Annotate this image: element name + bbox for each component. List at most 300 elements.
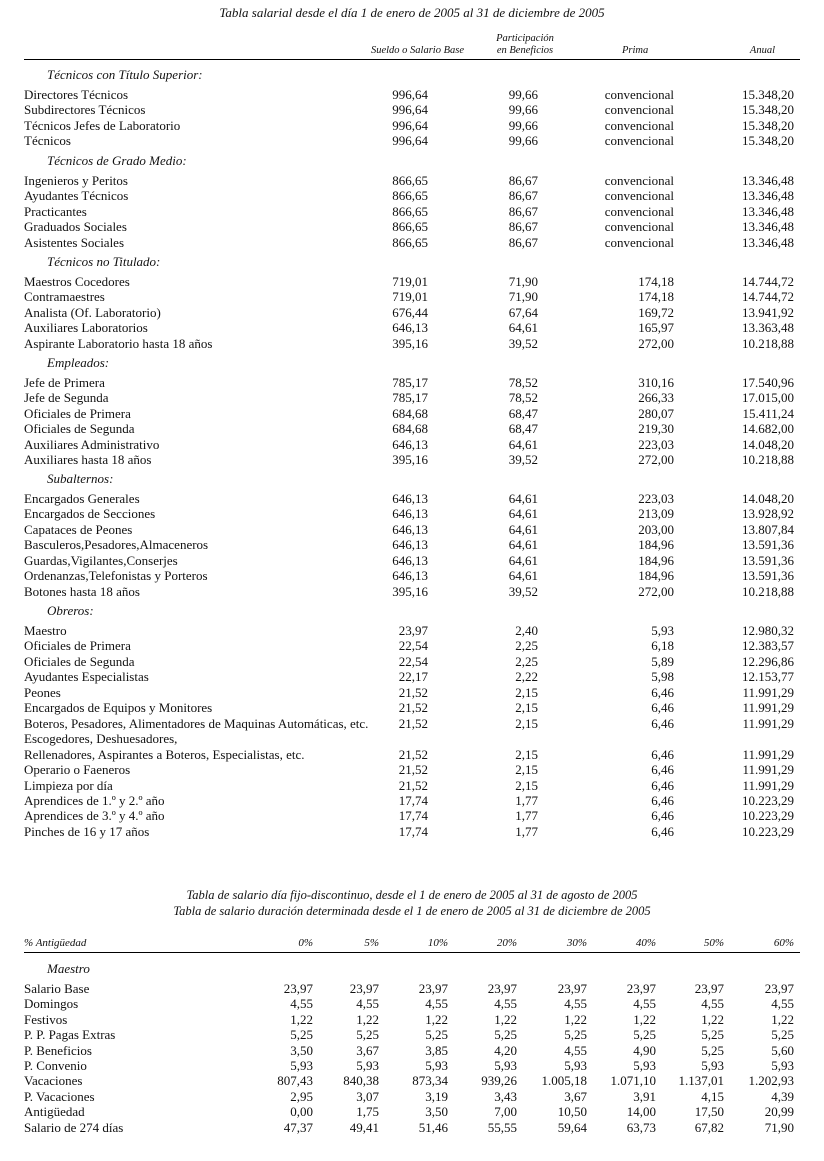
cell-prima: 184,96 [638, 537, 674, 553]
cell-sueldo: 785,17 [392, 390, 428, 406]
cell-sueldo: 996,64 [392, 117, 428, 133]
cell-prima: 6,46 [651, 684, 674, 700]
table2-cell: 1,75 [356, 1104, 379, 1120]
table2-header-rule [24, 952, 800, 953]
cell-participacion: 64,61 [508, 568, 538, 584]
table2-row-label: P. Vacaciones [24, 1088, 95, 1104]
cell-category: Jefe de Segunda [24, 390, 109, 406]
table-row [0, 808, 824, 823]
cell-category: Auxiliares Administrativo [24, 436, 160, 452]
cell-prima: convencional [604, 117, 674, 133]
cell-participacion: 64,61 [508, 506, 538, 522]
table2-cell: 3,67 [564, 1088, 587, 1104]
cell-sueldo: 17,74 [398, 823, 428, 839]
table-row [0, 584, 824, 599]
cell-prima: 272,00 [638, 583, 674, 599]
cell-anual: 12.296,86 [742, 653, 794, 669]
table-title: Tabla salarial desde el día 1 de enero de 2005 al 31 de diciembre de 2005 [219, 5, 605, 20]
cell-category: Oficiales de Primera [24, 405, 131, 421]
cell-participacion: 67,64 [508, 304, 538, 320]
table2-cell: 5,25 [701, 1027, 724, 1043]
cell-prima: 169,72 [638, 304, 674, 320]
table2-percent-header: 5% [364, 937, 379, 949]
cell-category: Botones hasta 18 años [24, 583, 140, 599]
table2-cell: 23,97 [349, 981, 379, 996]
cell-category: Aprendices de 1.º y 2.º año [24, 792, 165, 808]
table2-cell: 873,34 [412, 1073, 448, 1089]
cell-sueldo: 996,64 [392, 133, 428, 149]
table2-cell: 4,39 [771, 1088, 794, 1104]
table2-percent-header: 40% [635, 937, 656, 949]
column-header-anual: Anual [749, 45, 775, 56]
table2-cell: 5,93 [290, 1058, 313, 1073]
table2-cell: 939,26 [481, 1073, 517, 1089]
cell-sueldo: 21,52 [398, 777, 428, 793]
cell-anual: 11.991,29 [742, 746, 794, 762]
cell-sueldo: 646,13 [392, 552, 428, 568]
cell-prima: 219,30 [638, 421, 674, 437]
cell-anual: 13.591,36 [742, 537, 794, 553]
cell-anual: 10.218,88 [742, 583, 794, 599]
table2-section-title: Maestro [47, 961, 90, 976]
cell-category: Ayudantes Técnicos [24, 188, 129, 204]
table2-header-label: % Antigüedad [24, 937, 87, 949]
cell-sueldo: 395,16 [392, 583, 428, 599]
cell-prima: 184,96 [638, 568, 674, 584]
cell-category: Limpieza por día [24, 777, 113, 793]
cell-sueldo: 646,13 [392, 506, 428, 522]
cell-anual: 11.991,29 [742, 684, 794, 700]
section-title: Técnicos con Título Superior: [47, 67, 203, 82]
cell-anual: 10.223,29 [742, 808, 794, 824]
cell-participacion: 71,90 [508, 274, 538, 289]
cell-prima: 266,33 [638, 390, 674, 406]
table2-row [0, 1058, 824, 1073]
cell-anual: 13.591,36 [742, 568, 794, 584]
cell-participacion: 39,52 [508, 452, 538, 468]
table-row [0, 568, 824, 583]
cell-sueldo: 996,64 [392, 87, 428, 102]
table-row [0, 320, 824, 335]
cell-category: Maestros Cocedores [24, 274, 130, 289]
table2-cell: 1.071,10 [610, 1073, 656, 1089]
cell-category: Oficiales de Primera [24, 638, 131, 654]
table2-cell: 67,82 [694, 1119, 724, 1135]
cell-sueldo: 646,13 [392, 537, 428, 553]
cell-anual: 13.928,92 [742, 506, 794, 522]
cell-participacion: 64,61 [508, 537, 538, 553]
table2-cell: 4,90 [633, 1042, 656, 1058]
cell-anual: 13.346,48 [742, 234, 794, 250]
cell-category: Aspirante Laboratorio hasta 18 años [24, 335, 213, 351]
table-row [0, 731, 824, 746]
table-row [0, 421, 824, 436]
cell-prima: convencional [604, 219, 674, 235]
table2-cell: 5,93 [564, 1058, 587, 1073]
table-row [0, 305, 824, 320]
cell-prima: 6,46 [651, 777, 674, 793]
table2-row [0, 1043, 824, 1058]
cell-sueldo: 785,17 [392, 375, 428, 390]
cell-participacion: 86,67 [508, 234, 538, 250]
cell-participacion: 71,90 [508, 289, 538, 305]
cell-participacion: 86,67 [508, 173, 538, 188]
table2-percent-header: 20% [496, 937, 517, 949]
cell-prima: 6,46 [651, 715, 674, 731]
cell-category: Ingenieros y Peritos [24, 173, 128, 188]
column-header-participacion-line1: Participación [496, 33, 554, 44]
cell-anual: 12.153,77 [742, 669, 794, 685]
table-row [0, 793, 824, 808]
cell-category: Pinches de 16 y 17 años [24, 823, 150, 839]
table2-row-label: Vacaciones [24, 1073, 83, 1089]
cell-anual: 13.346,48 [742, 203, 794, 219]
table2-cell: 3,07 [356, 1088, 379, 1104]
cell-category: Ordenanzas,Telefonistas y Porteros [24, 568, 208, 584]
table2-cell: 3,43 [494, 1088, 517, 1104]
table2-cell: 23,97 [626, 981, 656, 996]
cell-prima: 6,18 [651, 638, 674, 654]
cell-category: Encargados de Equipos y Monitores [24, 700, 213, 716]
cell-anual: 11.991,29 [742, 715, 794, 731]
table2-cell: 3,50 [290, 1042, 313, 1058]
table2-cell: 3,19 [425, 1088, 448, 1104]
table2-cell: 71,90 [764, 1119, 794, 1135]
cell-sueldo: 21,52 [398, 762, 428, 778]
table2-cell: 14,00 [626, 1104, 656, 1120]
cell-sueldo: 866,65 [392, 219, 428, 235]
cell-sueldo: 866,65 [392, 203, 428, 219]
cell-anual: 13.363,48 [742, 320, 794, 336]
cell-participacion: 39,52 [508, 583, 538, 599]
table2-cell: 59,64 [557, 1119, 587, 1135]
section-title: Técnicos de Grado Medio: [47, 153, 187, 168]
section-title: Técnicos no Titulado: [47, 254, 161, 269]
cell-prima: 6,46 [651, 792, 674, 808]
cell-anual: 10.218,88 [742, 452, 794, 468]
cell-prima: convencional [604, 102, 674, 118]
cell-prima: convencional [604, 234, 674, 250]
table2-cell: 5,93 [356, 1058, 379, 1073]
cell-anual: 15.348,20 [742, 133, 794, 149]
cell-sueldo: 676,44 [392, 304, 428, 320]
cell-prima: 6,46 [651, 808, 674, 824]
cell-sueldo: 23,97 [398, 623, 428, 638]
table2-cell: 5,93 [701, 1058, 724, 1073]
cell-participacion: 64,61 [508, 436, 538, 452]
cell-sueldo: 395,16 [392, 452, 428, 468]
table2-cell: 23,97 [283, 981, 313, 996]
cell-anual: 15.348,20 [742, 102, 794, 118]
cell-participacion: 99,66 [508, 102, 538, 118]
table2-cell: 51,46 [418, 1119, 448, 1135]
cell-prima: 213,09 [638, 506, 674, 522]
cell-participacion: 64,61 [508, 491, 538, 506]
table-row [0, 102, 824, 117]
cell-anual: 15.348,20 [742, 87, 794, 102]
table-row [0, 522, 824, 537]
cell-prima: convencional [604, 188, 674, 204]
cell-anual: 13.346,48 [742, 188, 794, 204]
cell-prima: convencional [604, 173, 674, 188]
cell-category: Rellenadores, Aspirantes a Boteros, Especialistas, etc. [24, 746, 305, 762]
cell-participacion: 39,52 [508, 335, 538, 351]
table2-cell: 5,25 [494, 1027, 517, 1043]
table2-cell: 1,22 [771, 1011, 794, 1027]
table2-cell: 4,55 [701, 996, 724, 1012]
table-row [0, 289, 824, 304]
cell-participacion: 64,61 [508, 552, 538, 568]
cell-sueldo: 646,13 [392, 320, 428, 336]
cell-participacion: 1,77 [515, 808, 538, 824]
table-row [0, 118, 824, 133]
cell-anual: 13.591,36 [742, 552, 794, 568]
table-row [0, 406, 824, 421]
cell-category: Técnicos [24, 133, 71, 149]
cell-anual: 12.383,57 [742, 638, 794, 654]
table2-cell: 5,93 [771, 1058, 794, 1073]
table2-row [0, 981, 824, 996]
cell-anual: 13.346,48 [742, 219, 794, 235]
cell-sueldo: 646,13 [392, 436, 428, 452]
table2-cell: 5,25 [425, 1027, 448, 1043]
cell-prima: 223,03 [638, 436, 674, 452]
cell-participacion: 2,25 [515, 638, 538, 654]
cell-category: Encargados Generales [24, 491, 140, 506]
table2-row [0, 1073, 824, 1088]
cell-participacion: 86,67 [508, 188, 538, 204]
cell-sueldo: 646,13 [392, 568, 428, 584]
table2-title-1: Tabla de salario día fijo-discontinuo, desde el 1 de enero de 2005 al 31 de agosto de 2005 [186, 888, 638, 902]
table2-cell: 1.005,18 [541, 1073, 587, 1089]
cell-prima: 5,98 [651, 669, 674, 685]
cell-anual: 17.540,96 [742, 375, 794, 390]
table2-cell: 4,55 [494, 996, 517, 1012]
cell-prima: 6,46 [651, 700, 674, 716]
cell-sueldo: 996,64 [392, 102, 428, 118]
table2-cell: 0,00 [290, 1104, 313, 1120]
cell-sueldo: 719,01 [392, 274, 428, 289]
cell-sueldo: 684,68 [392, 421, 428, 437]
cell-anual: 10.218,88 [742, 335, 794, 351]
table2-cell: 3,85 [425, 1042, 448, 1058]
table2-row-label: P. P. Pagas Extras [24, 1027, 116, 1043]
table2-cell: 1,22 [425, 1011, 448, 1027]
cell-prima: 280,07 [638, 405, 674, 421]
cell-sueldo: 22,54 [398, 638, 428, 654]
cell-participacion: 2,40 [515, 623, 538, 638]
cell-category: Directores Técnicos [24, 87, 129, 102]
table-row [0, 778, 824, 793]
table2-cell: 4,55 [771, 996, 794, 1012]
section-title: Empleados: [47, 355, 110, 370]
cell-participacion: 99,66 [508, 87, 538, 102]
table2-cell: 5,60 [771, 1042, 794, 1058]
cell-sueldo: 21,52 [398, 746, 428, 762]
table2-cell: 840,38 [343, 1073, 379, 1089]
cell-prima: 5,89 [651, 653, 674, 669]
cell-participacion: 99,66 [508, 117, 538, 133]
cell-anual: 15.348,20 [742, 117, 794, 133]
cell-prima: convencional [604, 87, 674, 102]
table2-cell: 55,55 [487, 1119, 517, 1135]
table2-cell: 1,22 [290, 1011, 313, 1027]
cell-category: Contramaestres [24, 289, 105, 305]
table2-cell: 1.137,01 [678, 1073, 724, 1089]
cell-anual: 11.991,29 [742, 700, 794, 716]
table2-percent-header: 30% [566, 937, 587, 949]
table2-cell: 3,67 [356, 1042, 379, 1058]
cell-prima: 272,00 [638, 452, 674, 468]
cell-participacion: 2,15 [515, 777, 538, 793]
table2-title-2: Tabla de salario duración determinada desde el 1 de enero de 2005 al 31 de diciembre de 2005 [173, 904, 651, 918]
cell-category: Practicantes [24, 203, 87, 219]
table-row [0, 506, 824, 521]
cell-participacion: 68,47 [508, 421, 538, 437]
table-row [0, 669, 824, 684]
table2-row [0, 1027, 824, 1042]
table2-cell: 5,25 [701, 1042, 724, 1058]
cell-anual: 13.941,92 [742, 304, 794, 320]
table2-cell: 23,97 [418, 981, 448, 996]
table2-row-label: Domingos [24, 996, 79, 1012]
table2-row-label: Antigüedad [24, 1104, 85, 1120]
cell-prima: 184,96 [638, 552, 674, 568]
cell-prima: 5,93 [651, 623, 674, 638]
table2-cell: 1,22 [494, 1011, 517, 1027]
cell-prima: 310,16 [638, 375, 674, 390]
cell-sueldo: 646,13 [392, 491, 428, 506]
cell-sueldo: 17,74 [398, 808, 428, 824]
cell-category: Auxiliares Laboratorios [24, 320, 148, 336]
table2-cell: 10,50 [557, 1104, 587, 1120]
cell-anual: 11.991,29 [742, 777, 794, 793]
table2-cell: 49,41 [349, 1119, 379, 1135]
cell-category: Oficiales de Segunda [24, 653, 135, 669]
cell-sueldo: 21,52 [398, 684, 428, 700]
cell-anual: 10.223,29 [742, 823, 794, 839]
table-row [0, 219, 824, 234]
table2-cell: 5,25 [290, 1027, 313, 1043]
table-row [0, 188, 824, 203]
table2-cell: 4,55 [356, 996, 379, 1012]
cell-participacion: 2,22 [515, 669, 538, 685]
cell-category: Operario o Faeneros [24, 762, 131, 778]
cell-prima: 174,18 [638, 289, 674, 305]
cell-sueldo: 21,52 [398, 715, 428, 731]
table-row [0, 173, 824, 188]
cell-category: Maestro [24, 623, 67, 638]
table2-cell: 3,91 [633, 1088, 656, 1104]
table2-cell: 4,15 [701, 1088, 724, 1104]
table2-cell: 1.202,93 [748, 1073, 794, 1089]
table2-row [0, 1120, 824, 1135]
cell-sueldo: 395,16 [392, 335, 428, 351]
table2-percent-header: 50% [703, 937, 724, 949]
table2-cell: 3,50 [425, 1104, 448, 1120]
cell-category: Encargados de Secciones [24, 506, 156, 522]
column-header-sueldo: Sueldo o Salario Base [370, 45, 464, 56]
cell-sueldo: 646,13 [392, 521, 428, 537]
cell-prima: convencional [604, 133, 674, 149]
table-row [0, 274, 824, 289]
table2-cell: 17,50 [694, 1104, 724, 1120]
table2-cell: 7,00 [494, 1104, 517, 1120]
header-rule [24, 59, 800, 60]
cell-category: Auxiliares hasta 18 años [24, 452, 152, 468]
table2-cell: 4,55 [564, 996, 587, 1012]
cell-anual: 14.744,72 [742, 274, 794, 289]
table2-percent-header: 10% [427, 937, 448, 949]
cell-prima: 203,00 [638, 521, 674, 537]
table2-row-label: P. Beneficios [24, 1042, 92, 1058]
cell-category: Graduados Sociales [24, 219, 127, 235]
cell-participacion: 2,15 [515, 762, 538, 778]
cell-prima: 165,97 [638, 320, 674, 336]
table2-row [0, 1104, 824, 1119]
table2-cell: 4,55 [425, 996, 448, 1012]
cell-participacion: 2,15 [515, 746, 538, 762]
table2-row [0, 996, 824, 1011]
cell-category: Boteros, Pesadores, Alimentadores de Maquinas Automáticas, etc. [24, 715, 369, 731]
table2-cell: 4,55 [290, 996, 313, 1012]
table-row [0, 654, 824, 669]
cell-participacion: 64,61 [508, 320, 538, 336]
cell-participacion: 2,15 [515, 684, 538, 700]
cell-sueldo: 17,74 [398, 792, 428, 808]
cell-category: Basculeros,Pesadores,Almaceneros [24, 537, 209, 553]
table2-cell: 1,22 [356, 1011, 379, 1027]
cell-participacion: 68,47 [508, 405, 538, 421]
table-row [0, 747, 824, 762]
table2-cell: 807,43 [277, 1073, 313, 1089]
cell-prima: 174,18 [638, 274, 674, 289]
cell-prima: 223,03 [638, 491, 674, 506]
column-header-participacion-line2: en Beneficios [496, 45, 554, 56]
table2-cell: 1,22 [701, 1011, 724, 1027]
cell-sueldo: 21,52 [398, 700, 428, 716]
table-row [0, 762, 824, 777]
table2-cell: 5,93 [425, 1058, 448, 1073]
cell-category: Analista (Of. Laboratorio) [24, 304, 161, 320]
table2-cell: 1,22 [633, 1011, 656, 1027]
cell-category: Peones [24, 684, 61, 700]
cell-participacion: 1,77 [515, 792, 538, 808]
table-row [0, 685, 824, 700]
cell-anual: 12.980,32 [742, 623, 794, 638]
cell-anual: 14.048,20 [742, 436, 794, 452]
cell-participacion: 64,61 [508, 521, 538, 537]
cell-anual: 14.682,00 [742, 421, 794, 437]
cell-sueldo: 684,68 [392, 405, 428, 421]
cell-anual: 17.015,00 [742, 390, 794, 406]
table-row [0, 133, 824, 148]
table2-cell: 5,93 [633, 1058, 656, 1073]
cell-participacion: 78,52 [508, 375, 538, 390]
table2-row-label: Salario Base [24, 981, 90, 996]
cell-prima: 6,46 [651, 762, 674, 778]
table-row [0, 452, 824, 467]
cell-anual: 13.807,84 [742, 521, 794, 537]
cell-participacion: 2,25 [515, 653, 538, 669]
cell-sueldo: 866,65 [392, 173, 428, 188]
cell-prima: 6,46 [651, 823, 674, 839]
table-row [0, 390, 824, 405]
cell-participacion: 86,67 [508, 219, 538, 235]
cell-participacion: 78,52 [508, 390, 538, 406]
table-row [0, 824, 824, 839]
table2-cell: 4,20 [494, 1042, 517, 1058]
